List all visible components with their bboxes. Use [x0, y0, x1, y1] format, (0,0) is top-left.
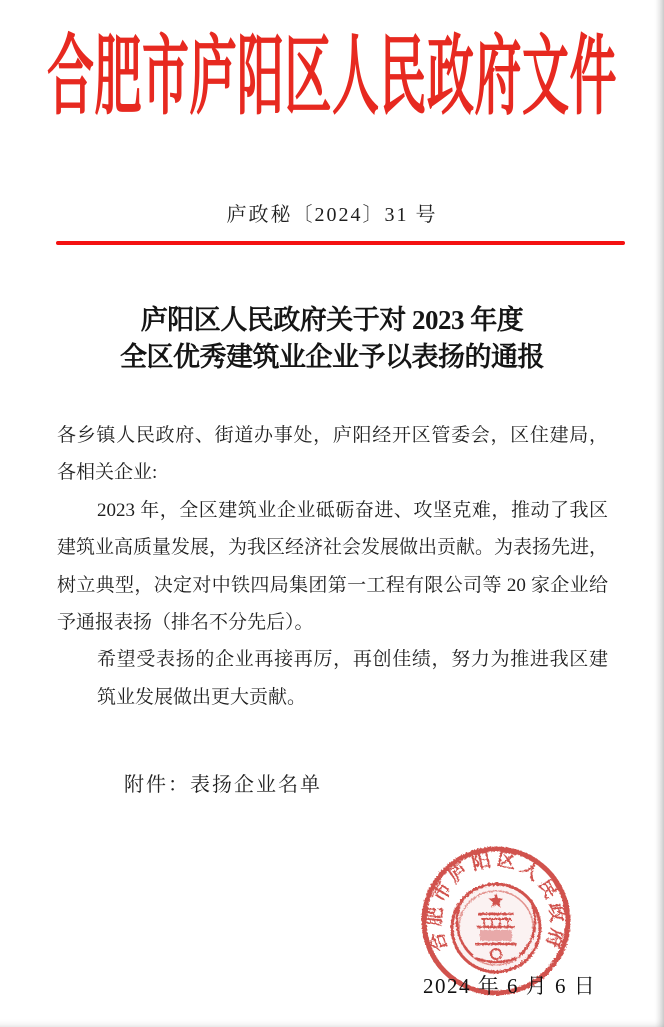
letterhead-title: 合肥市庐阳区人民政府文件	[47, 30, 617, 127]
document-body	[57, 417, 608, 716]
document-title-line2: 全区优秀建筑业企业予以表扬的通报	[120, 342, 544, 372]
red-divider-line	[56, 241, 625, 245]
body-line: 树立典型，决定对中铁四局集团第一工程有限公司等 20 家企业给	[57, 574, 608, 596]
seal-text-arc: 合肥市庐阳区人民政府	[424, 849, 568, 954]
body-line: 希望受表扬的企业再接再厉，再创佳绩，努力为推进我区建	[97, 649, 608, 671]
attachment-note: 附件：表扬企业名单	[124, 774, 322, 796]
document-number: 庐政秘〔2024〕31 号	[226, 204, 438, 226]
national-emblem-icon	[452, 884, 540, 972]
body-line: 各乡镇人民政府、街道办事处，庐阳经开区管委会，区住建局，	[57, 425, 608, 446]
issue-date: 2024 年 6 月 6 日	[423, 974, 597, 998]
body-line: 各相关企业:	[57, 462, 158, 484]
document-title-line1: 庐阳区人民政府关于对 2023 年度	[140, 305, 524, 335]
document-title	[0, 302, 664, 376]
body-line: 筑业发展做出更大贡献。	[97, 686, 307, 708]
scan-edge-shadow	[655, 0, 664, 1027]
body-line: 建筑业高质量发展，为我区经济社会发展做出贡献。为表扬先进，	[57, 537, 609, 559]
body-line: 予通报表扬（排名不分先后）。	[57, 612, 314, 634]
body-line: 2023 年，全区建筑业企业砥砺奋进、攻坚克难，推动了我区	[97, 499, 608, 521]
